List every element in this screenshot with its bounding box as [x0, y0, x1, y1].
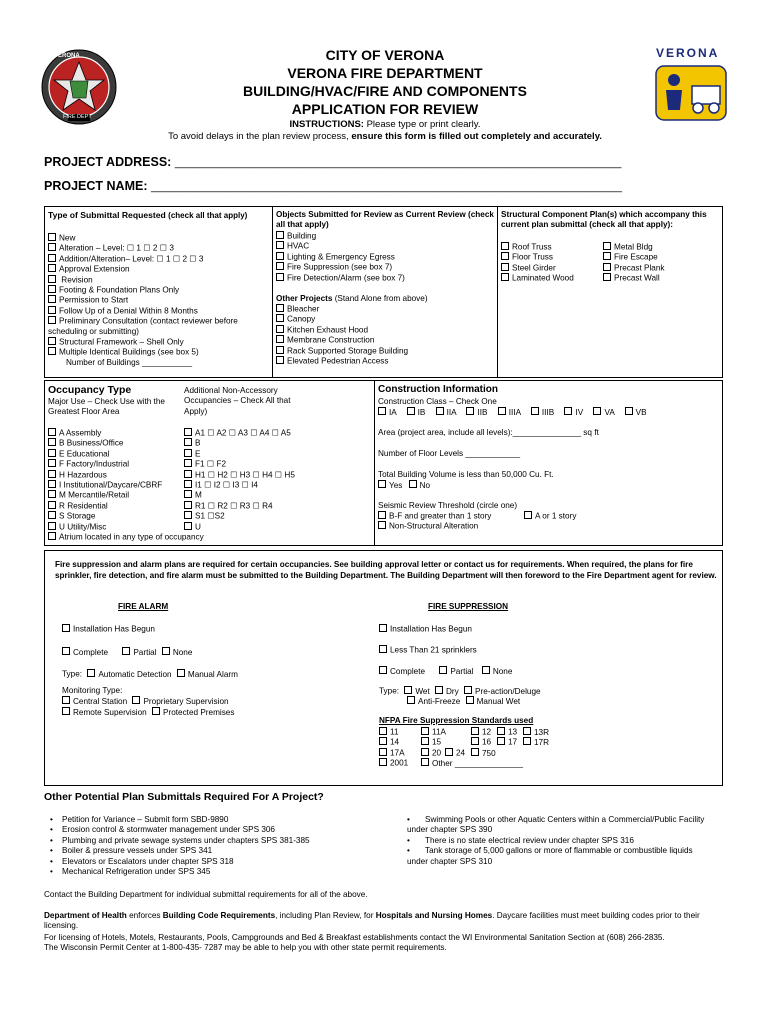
occupancy-item[interactable]: H Hazardous: [48, 470, 204, 480]
checkbox-icon[interactable]: [276, 335, 284, 343]
occupancy-item[interactable]: U Utility/Misc: [48, 522, 204, 532]
checkbox-icon[interactable]: [48, 243, 56, 251]
checkbox-icon[interactable]: [184, 522, 192, 530]
project-name-row[interactable]: PROJECT NAME: _____________________________________________________________________________: [44, 179, 623, 193]
structural-item[interactable]: Roof Truss: [501, 242, 574, 252]
checkbox-icon[interactable]: [379, 645, 387, 653]
permit-paragraph: The Wisconsin Permit Center at 1-800-435- 7287 may be able to help you with other state permit requirements.: [44, 943, 447, 952]
objects-item[interactable]: Building: [276, 231, 405, 241]
checkbox-icon[interactable]: [471, 748, 479, 756]
fire-notice: Fire suppression and alarm plans are required for certain occupancies. See building approval letter or contact us for requirements. When required, the plans for fire sprinkler, fire detection, and fire alarm must be submitted to the Building Department. The Building Department will then foreword to the Fire Department agent for review.: [55, 560, 717, 580]
title-line-2: VERONA FIRE DEPARTMENT: [287, 65, 483, 81]
checkbox-icon[interactable]: [62, 647, 70, 655]
checkbox-icon[interactable]: [62, 624, 70, 632]
monitoring-protected[interactable]: Protected Premises: [152, 708, 234, 717]
checkbox-icon[interactable]: [482, 666, 490, 674]
submittal-item[interactable]: Multiple Identical Buildings (see box 5): [48, 347, 238, 357]
other-left-list: [62, 815, 392, 877]
checkbox-icon[interactable]: [276, 252, 284, 260]
checkbox-icon[interactable]: [48, 275, 56, 283]
checkbox-icon[interactable]: [603, 263, 611, 271]
nfpa-option[interactable]: 16: [471, 737, 497, 748]
construction-heading: Construction Information: [378, 384, 498, 395]
suppression-partial[interactable]: Partial: [439, 667, 473, 676]
checkbox-icon[interactable]: [497, 737, 505, 745]
submittal-heading: Type of Submittal Requested (check all that apply): [48, 210, 248, 220]
logo-bottom-text: FIRE DEPT: [63, 114, 92, 120]
other-project-item[interactable]: Elevated Pedestrian Access: [276, 356, 408, 366]
monitoring-label: Monitoring Type:: [62, 686, 123, 695]
fire-alarm-heading: FIRE ALARM: [118, 602, 169, 611]
submittal-list: [48, 233, 238, 368]
checkbox-icon[interactable]: [276, 304, 284, 312]
checkbox-icon[interactable]: [48, 428, 56, 436]
checkbox-icon[interactable]: [184, 438, 192, 446]
licensing-paragraph: For licensing of Hotels, Motels, Restaurants, Pools, Campgrounds and Bed & Breakfast establishments contact the WI Environmental Sanitation Section at (608) 266-2835.: [44, 933, 665, 942]
structural-list-left: [501, 242, 574, 284]
checkbox-icon[interactable]: [497, 727, 505, 735]
checkbox-icon[interactable]: [87, 669, 95, 677]
occupancy-major-list: [48, 428, 204, 542]
objects-list: [276, 231, 405, 283]
checkbox-icon[interactable]: [564, 407, 572, 415]
checkbox-icon[interactable]: [524, 511, 532, 519]
occupancy-sub-item[interactable]: M: [184, 490, 295, 500]
other-project-item[interactable]: Membrane Construction: [276, 335, 408, 345]
occupancy-item[interactable]: B Business/Office: [48, 438, 204, 448]
nfpa-heading: NFPA Fire Suppression Standards used: [379, 716, 534, 725]
occupancy-sub-item[interactable]: E: [184, 449, 295, 459]
area-field[interactable]: Area (project area, include all levels):_______________ sq ft: [378, 428, 599, 437]
occupancy-item[interactable]: A Assembly: [48, 428, 204, 438]
objects-item[interactable]: Lighting & Emergency Egress: [276, 252, 405, 262]
checkbox-icon[interactable]: [184, 470, 192, 478]
other-project-item[interactable]: Canopy: [276, 314, 408, 324]
other-project-item[interactable]: Bleacher: [276, 304, 408, 314]
checkbox-icon[interactable]: [436, 407, 444, 415]
suppression-none[interactable]: None: [482, 667, 513, 676]
checkbox-icon[interactable]: [177, 669, 185, 677]
nfpa-option[interactable]: 17R: [523, 738, 549, 747]
checkbox-icon[interactable]: [48, 501, 56, 509]
checkbox-icon[interactable]: [409, 480, 417, 488]
checkbox-icon[interactable]: [378, 521, 386, 529]
occupancy-additional-list: [184, 428, 295, 532]
checkbox-icon[interactable]: [276, 314, 284, 322]
checkbox-icon[interactable]: [184, 480, 192, 488]
fire-suppression-heading: FIRE SUPPRESSION: [428, 602, 509, 611]
other-list-item: • Plumbing and private sewage systems under chapters SPS 381-385: [62, 836, 392, 846]
class-option[interactable]: IIIB: [531, 408, 554, 417]
checkbox-icon[interactable]: [48, 306, 56, 314]
volume-no[interactable]: No: [409, 481, 430, 490]
checkbox-icon[interactable]: [379, 748, 387, 756]
objects-item[interactable]: Fire Detection/Alarm (see box 7): [276, 273, 405, 283]
other-list-item: • Tank storage of 5,000 gallons or more of flammable or combustible liquids under chapter SPS 310: [407, 846, 693, 866]
checkbox-icon[interactable]: [48, 511, 56, 519]
floor-levels-field[interactable]: Number of Floor Levels ____________: [378, 449, 521, 458]
checkbox-icon[interactable]: [48, 449, 56, 457]
class-option[interactable]: VB: [625, 408, 647, 417]
checkbox-icon[interactable]: [421, 758, 429, 766]
other-list-item: • There is no state electrical review under chapter SPS 316: [407, 835, 634, 845]
title-line-4: APPLICATION FOR REVIEW: [291, 101, 479, 117]
occupancy-item[interactable]: I Institutional/Daycare/CBRF: [48, 480, 204, 490]
structural-item[interactable]: Precast Plank: [603, 263, 665, 273]
checkbox-icon[interactable]: [421, 748, 429, 756]
suppression-manual-wet[interactable]: Manual Wet: [466, 697, 521, 706]
submittal-item[interactable]: Addition/Alteration– Level: ☐ 1 ☐ 2 ☐ 3: [48, 254, 238, 264]
structural-item[interactable]: Metal Bldg: [603, 242, 665, 252]
seismic-label: Seismic Review Threshold (circle one): [378, 501, 518, 510]
checkbox-icon[interactable]: [435, 686, 443, 694]
nfpa-option[interactable]: 20: [421, 748, 445, 759]
checkbox-icon[interactable]: [379, 624, 387, 632]
occupancy-sub-item[interactable]: S1 ☐S2: [184, 511, 295, 521]
class-option[interactable]: IIB: [466, 408, 487, 417]
delay-notice: To avoid delays in the plan review process, ensure this form is filled out completely and accurately.: [168, 131, 602, 142]
seismic-option[interactable]: Non-Structural Alteration: [378, 521, 478, 532]
structural-box: [497, 206, 723, 378]
checkbox-icon[interactable]: [466, 696, 474, 704]
checkbox-icon[interactable]: [48, 522, 56, 530]
nfpa-option[interactable]: 24: [445, 748, 471, 759]
nfpa-other-field[interactable]: Other _______________: [421, 759, 523, 768]
checkbox-icon[interactable]: [276, 325, 284, 333]
other-list-item: • Swimming Pools or other Aquatic Centers within a Commercial/Public Facility under chapter SPS 390: [407, 815, 705, 835]
submittal-item[interactable]: Structural Framework – Shell Only: [48, 337, 238, 347]
checkbox-icon[interactable]: [48, 532, 56, 540]
suppression-status-row: [379, 666, 512, 677]
checkbox-icon[interactable]: [603, 252, 611, 260]
checkbox-icon[interactable]: [48, 337, 56, 345]
checkbox-icon[interactable]: [276, 273, 284, 281]
checkbox-icon[interactable]: [184, 449, 192, 457]
volume-label: Total Building Volume is less than 50,000 Cu. Ft.: [378, 470, 554, 479]
nfpa-option[interactable]: 12: [471, 727, 497, 738]
submittal-item[interactable]: Alteration – Level: ☐ 1 ☐ 2 ☐ 3: [48, 243, 238, 253]
alarm-installation[interactable]: Installation Has Begun: [62, 624, 155, 635]
checkbox-icon[interactable]: [464, 686, 472, 694]
checkbox-icon[interactable]: [48, 264, 56, 272]
checkbox-icon[interactable]: [276, 356, 284, 364]
class-option[interactable]: IV: [564, 408, 583, 417]
checkbox-icon[interactable]: [48, 470, 56, 478]
checkbox-icon[interactable]: [48, 490, 56, 498]
other-project-item[interactable]: Kitchen Exhaust Hood: [276, 325, 408, 335]
structural-item[interactable]: Laminated Wood: [501, 273, 574, 283]
submittal-item[interactable]: Permission to Start: [48, 295, 238, 305]
checkbox-icon[interactable]: [379, 737, 387, 745]
other-list-item: • Boiler & pressure vessels under SPS 341: [62, 846, 392, 856]
submittal-item[interactable]: Follow Up of a Denial Within 8 Months: [48, 306, 238, 316]
checkbox-icon[interactable]: [378, 480, 386, 488]
occupancy-sub-item[interactable]: H1 ☐ H2 ☐ H3 ☐ H4 ☐ H5: [184, 470, 295, 480]
checkbox-icon[interactable]: [501, 273, 509, 281]
class-option[interactable]: VA: [593, 408, 614, 417]
class-option[interactable]: IIA: [436, 408, 457, 417]
occupancy-heading: Occupancy Type: [48, 384, 132, 396]
nfpa-option[interactable]: 15: [421, 737, 471, 748]
other-right-list: [407, 815, 713, 867]
checkbox-icon[interactable]: [122, 647, 130, 655]
checkbox-icon[interactable]: [276, 231, 284, 239]
contact-text: Contact the Building Department for individual submittal requirements for all of the above.: [44, 890, 368, 899]
instructions: INSTRUCTIONS: Please type or print clearly.: [289, 119, 481, 130]
checkbox-icon[interactable]: [276, 262, 284, 270]
checkbox-icon[interactable]: [498, 407, 506, 415]
other-project-item[interactable]: Rack Supported Storage Building: [276, 346, 408, 356]
nfpa-option[interactable]: 17A: [379, 748, 421, 759]
structural-item[interactable]: Precast Wall: [603, 273, 665, 283]
checkbox-icon[interactable]: [48, 254, 56, 262]
other-list-item: • Petition for Variance – Submit form SBD-9890: [62, 815, 392, 825]
title-line-1: CITY OF VERONA: [325, 47, 445, 63]
checkbox-icon[interactable]: [523, 727, 531, 735]
checkbox-icon[interactable]: [48, 233, 56, 241]
submittal-item[interactable]: Preliminary Consultation (contact reviewer before: [48, 316, 238, 326]
checkbox-icon[interactable]: [466, 407, 474, 415]
suppression-complete[interactable]: Complete: [379, 667, 425, 676]
suppression-preaction[interactable]: Pre-action/Deluge: [464, 687, 541, 696]
occupancy-major-use: Major Use – Check Use with the Greatest Floor Area: [48, 397, 165, 417]
class-option[interactable]: IIIA: [498, 408, 521, 417]
checkbox-icon[interactable]: [625, 407, 633, 415]
alarm-partial[interactable]: Partial: [122, 648, 156, 657]
checkbox-icon[interactable]: [471, 727, 479, 735]
occupancy-sub-item[interactable]: B: [184, 438, 295, 448]
suppression-wet[interactable]: Wet: [404, 687, 429, 696]
objects-heading: Objects Submitted for Review as Current Review (check all that apply): [276, 210, 494, 230]
checkbox-icon[interactable]: [48, 480, 56, 488]
class-option[interactable]: IB: [407, 408, 426, 417]
checkbox-icon[interactable]: [421, 737, 429, 745]
checkbox-icon[interactable]: [184, 459, 192, 467]
checkbox-icon[interactable]: [407, 696, 415, 704]
checkbox-icon[interactable]: [48, 438, 56, 446]
checkbox-icon[interactable]: [62, 707, 70, 715]
checkbox-icon[interactable]: [48, 347, 56, 355]
nfpa-row-4: [379, 758, 523, 769]
occupancy-sub-item[interactable]: A1 ☐ A2 ☐ A3 ☐ A4 ☐ A5: [184, 428, 295, 438]
occupancy-additional: Additional Non-Accessory Occupancies – Check All that Apply): [184, 386, 291, 416]
checkbox-icon[interactable]: [421, 727, 429, 735]
occupancy-sub-item[interactable]: I1 ☐ I2 ☐ I3 ☐ I4: [184, 480, 295, 490]
nfpa-option[interactable]: 13: [497, 727, 523, 738]
nfpa-row-2: [379, 737, 549, 748]
other-projects-heading: Other Projects (Stand Alone from above): [276, 294, 428, 303]
nfpa-option[interactable]: 750: [471, 749, 496, 758]
other-submittals-heading: Other Potential Plan Submittals Required For A Project?: [44, 791, 324, 803]
checkbox-icon[interactable]: [603, 242, 611, 250]
checkbox-icon[interactable]: [184, 511, 192, 519]
alarm-type-row: Type: Automatic Detection Manual Alarm: [62, 669, 238, 679]
seismic-option[interactable]: A or 1 story: [524, 511, 576, 522]
alarm-status-row: [62, 647, 192, 658]
structural-heading: Structural Component Plan(s) which accompany this current plan submittal (check all that apply):: [501, 210, 707, 230]
volume-options: [378, 480, 430, 491]
checkbox-icon[interactable]: [445, 748, 453, 756]
submittal-item[interactable]: Footing & Foundation Plans Only: [48, 285, 238, 295]
checkbox-icon[interactable]: [501, 252, 509, 260]
alarm-complete[interactable]: Complete: [62, 648, 108, 657]
construction-class-row: [378, 407, 647, 417]
suppression-less21[interactable]: Less Than 21 sprinklers: [379, 645, 477, 656]
checkbox-icon[interactable]: [593, 407, 601, 415]
nfpa-option[interactable]: 11A: [421, 727, 471, 738]
volume-yes[interactable]: Yes: [378, 481, 402, 490]
checkbox-icon[interactable]: [162, 647, 170, 655]
occupancy-item[interactable]: E Educational: [48, 449, 204, 459]
checkbox-icon[interactable]: [132, 696, 140, 704]
checkbox-icon[interactable]: [531, 407, 539, 415]
checkbox-icon[interactable]: [379, 666, 387, 674]
suppression-installation[interactable]: Installation Has Begun: [379, 624, 472, 635]
monitoring-proprietary[interactable]: Proprietary Supervision: [132, 697, 228, 706]
construction-class-label: Construction Class – Check One: [378, 397, 497, 406]
checkbox-icon[interactable]: [184, 428, 192, 436]
occupancy-item[interactable]: M Mercantile/Retail: [48, 490, 204, 500]
logo-top-text: VERONA: [54, 53, 80, 59]
project-name-field[interactable]: _____________________________________________________________________________: [150, 181, 623, 193]
objects-item[interactable]: Fire Suppression (see box 7): [276, 262, 405, 272]
structural-item[interactable]: Steel Girder: [501, 263, 574, 273]
alarm-manual[interactable]: Manual Alarm: [177, 670, 238, 679]
nfpa-option[interactable]: 14: [379, 737, 421, 748]
nfpa-option[interactable]: 11: [379, 727, 421, 738]
monitoring-remote[interactable]: Remote Supervision: [62, 708, 147, 717]
alarm-none[interactable]: None: [162, 648, 193, 657]
verona-logo-text: VERONA: [656, 46, 720, 60]
seismic-option[interactable]: B-F and greater than 1 story: [378, 511, 491, 522]
occupancy-sub-item[interactable]: F1 ☐ F2: [184, 459, 295, 469]
suppression-dry[interactable]: Dry: [435, 687, 459, 696]
submittal-item-cont: scheduling or submitting): [48, 326, 140, 336]
checkbox-icon[interactable]: [501, 263, 509, 271]
submittal-item[interactable]: New: [48, 233, 238, 243]
nfpa-option[interactable]: 17: [497, 737, 523, 748]
checkbox-icon[interactable]: [379, 758, 387, 766]
checkbox-icon[interactable]: [378, 511, 386, 519]
class-option[interactable]: IA: [378, 408, 396, 417]
structural-item[interactable]: Fire Escape: [603, 252, 665, 262]
checkbox-icon[interactable]: [62, 696, 70, 704]
other-list-item: • Erosion control & stormwater management under SPS 306: [62, 825, 392, 835]
other-list-item: • Mechanical Refrigeration under SPS 345: [62, 867, 392, 877]
checkbox-icon[interactable]: [379, 727, 387, 735]
checkbox-icon[interactable]: [378, 407, 386, 415]
health-paragraph: Department of Health enforces Building Code Requirements, including Plan Review, for Hospitals and Nursing Homes. Daycare facilities must meet building codes prior to their licensing.: [44, 911, 700, 931]
checkbox-icon[interactable]: [501, 242, 509, 250]
occupancy-atrium-item[interactable]: Atrium located in any type of occupancy: [48, 532, 204, 542]
checkbox-icon[interactable]: [48, 295, 56, 303]
project-address-field[interactable]: _________________________________________________________________________: [174, 157, 622, 169]
suppression-antifreeze[interactable]: Anti-Freeze: [407, 697, 460, 706]
checkbox-icon[interactable]: [184, 490, 192, 498]
suppression-type-row-2: [407, 696, 520, 707]
nfpa-option[interactable]: 13R: [523, 728, 549, 737]
submittal-item[interactable]: Approval Extension: [48, 264, 238, 274]
occupancy-sub-item[interactable]: U: [184, 522, 295, 532]
other-projects-list: [276, 304, 408, 366]
alarm-automatic[interactable]: Automatic Detection: [87, 670, 171, 679]
title-line-3: BUILDING/HVAC/FIRE AND COMPONENTS: [243, 83, 527, 99]
checkbox-icon[interactable]: [523, 737, 531, 745]
checkbox-icon[interactable]: [184, 501, 192, 509]
checkbox-icon[interactable]: [48, 316, 56, 324]
occupancy-item[interactable]: F Factory/Industrial: [48, 459, 204, 469]
other-list-item: • Elevators or Escalators under chapter SPS 318: [62, 857, 392, 867]
structural-item[interactable]: Floor Truss: [501, 252, 574, 262]
objects-item[interactable]: HVAC: [276, 241, 405, 251]
occupancy-sub-item[interactable]: R1 ☐ R2 ☐ R3 ☐ R4: [184, 501, 295, 511]
occupancy-item[interactable]: S Storage: [48, 511, 204, 521]
project-address-row[interactable]: PROJECT ADDRESS: _________________________________________________________________________: [44, 155, 622, 169]
suppression-type-row: Type: Wet Dry Pre-action/Deluge: [379, 686, 541, 696]
structural-list-right: [603, 242, 665, 284]
checkbox-icon[interactable]: [407, 407, 415, 415]
submittal-item[interactable]: Revision: [48, 275, 238, 285]
monitoring-row-2: [62, 707, 234, 718]
monitoring-central[interactable]: Central Station: [62, 697, 127, 706]
occupancy-item[interactable]: R Residential: [48, 501, 204, 511]
checkbox-icon[interactable]: [152, 707, 160, 715]
number-of-buildings-field[interactable]: Number of Buildings ___________: [66, 357, 193, 367]
checkbox-icon[interactable]: [404, 686, 412, 694]
checkbox-icon[interactable]: [276, 241, 284, 249]
checkbox-icon[interactable]: [276, 346, 284, 354]
checkbox-icon[interactable]: [471, 737, 479, 745]
nfpa-option[interactable]: 2001: [379, 758, 421, 769]
checkbox-icon[interactable]: [48, 285, 56, 293]
checkbox-icon[interactable]: [439, 666, 447, 674]
checkbox-icon[interactable]: [603, 273, 611, 281]
checkbox-icon[interactable]: [48, 459, 56, 467]
monitoring-row-1: [62, 696, 229, 707]
